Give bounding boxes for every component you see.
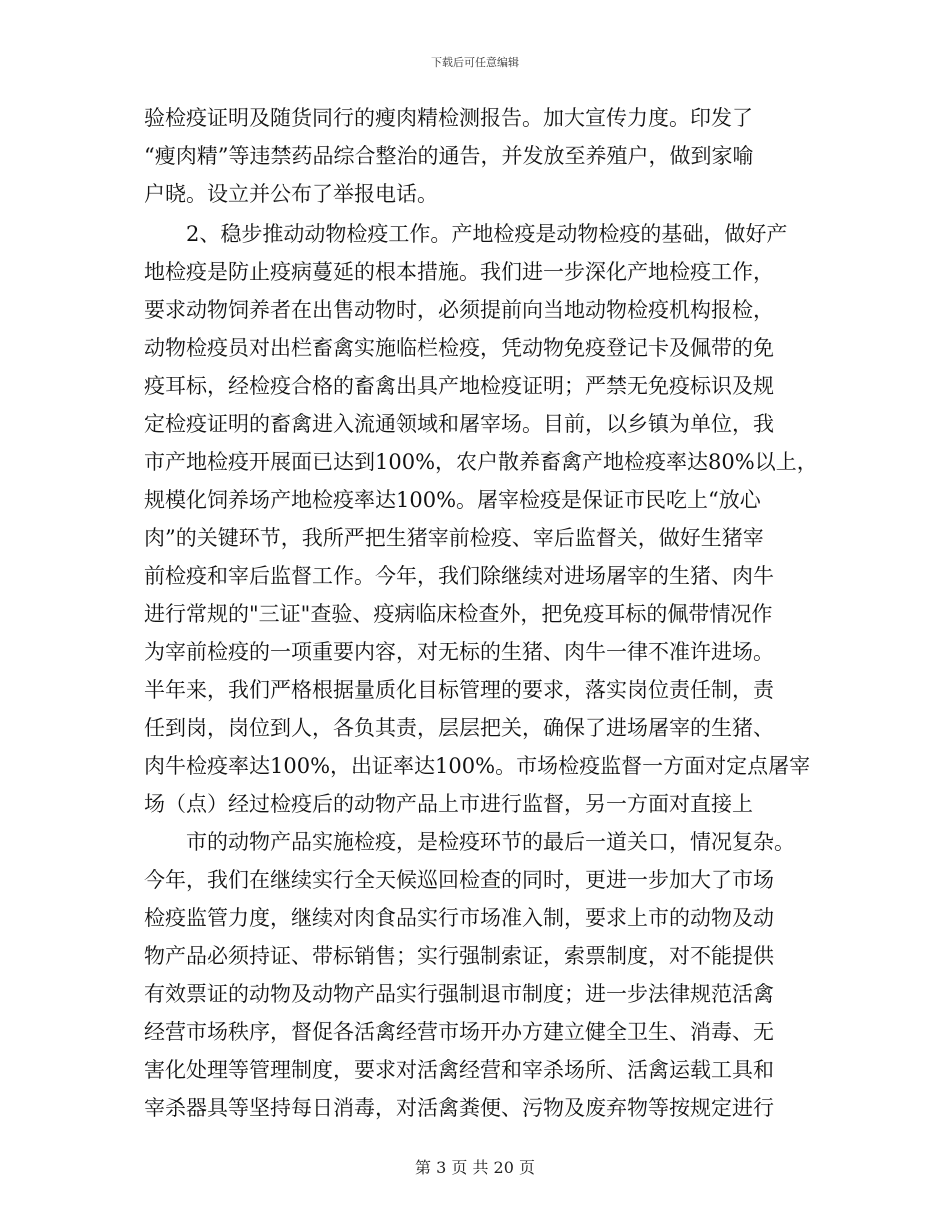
text-line: 进行常规的"三证"查验、疫病临床检查外，把免疫耳标的佩带情况作 (144, 602, 773, 626)
text-line: 肉”的关键环节，我所严把生猪宰前检疫、宰后监督关，做好生猪宰 (144, 526, 764, 550)
page-header: 下载后可任意编辑 (431, 56, 519, 69)
text-line: 经营市场秩序，督促各活禽经营市场开办方建立健全卫生、消毒、无 (144, 1020, 774, 1044)
text-line: 规模化饲养场产地检疫率达100%。屠宰检疫是保证市民吃上“放心 (144, 488, 761, 512)
text-line: 任到岗，岗位到人，各负其责，层层把关，确保了进场屠宰的生猪、 (144, 716, 774, 740)
text-line: 验检疫证明及随货同行的瘦肉精检测报告。加大宣传力度。印发了 (144, 106, 753, 130)
text-line: 场（点）经过检疫后的动物产品上市进行监督，另一方面对直接上 (144, 792, 753, 816)
text-line: 物产品必须持证、带标销售；实行强制索证，索票制度，对不能提供 (144, 944, 774, 968)
text-line: 2、稳步推动动物检疫工作。产地检疫是动物检疫的基础，做好产 (186, 222, 788, 246)
text-line: 肉牛检疫率达100%，出证率达100%。市场检疫监督一方面对定点屠宰 (144, 754, 811, 778)
text-line: 市的动物产品实施检疫，是检疫环节的最后一道关口，情况复杂。 (186, 830, 795, 854)
text-line: 定检疫证明的畜禽进入流通领域和屠宰场。目前，以乡镇为单位，我 (144, 412, 774, 436)
page-footer: 第 3 页 共 20 页 (415, 1158, 535, 1177)
text-line: 疫耳标，经检疫合格的畜禽出具产地检疫证明；严禁无免疫标识及规 (144, 374, 774, 398)
text-line: 宰杀器具等坚持每日消毒，对活禽粪便、污物及废弃物等按规定进行 (144, 1096, 774, 1120)
text-line: 前检疫和宰后监督工作。今年，我们除继续对进场屠宰的生猪、肉牛 (144, 564, 774, 588)
text-line: 市产地检疫开展面已达到100%，农户散养畜禽产地检疫率达80%以上， (144, 450, 818, 474)
text-line: “瘦肉精”等违禁药品综合整治的通告，并发放至养殖户，做到家喻 (144, 144, 754, 168)
text-line: 动物检疫员对出栏畜禽实施临栏检疫，凭动物免疫登记卡及佩带的免 (144, 336, 774, 360)
text-line: 检疫监管力度，继续对肉食品实行市场准入制，要求上市的动物及动 (144, 906, 774, 930)
text-line: 为宰前检疫的一项重要内容，对无标的生猪、肉牛一律不准许进场。 (144, 640, 774, 664)
text-line: 害化处理等管理制度，要求对活禽经营和宰杀场所、活禽运载工具和 (144, 1058, 774, 1082)
text-line: 今年，我们在继续实行全天候巡回检查的同时，更进一步加大了市场 (144, 868, 774, 892)
text-line: 户晓。设立并公布了举报电话。 (144, 182, 438, 206)
text-line: 要求动物饲养者在出售动物时，必须提前向当地动物检疫机构报检， (144, 298, 774, 322)
text-line: 有效票证的动物及动物产品实行强制退市制度；进一步法律规范活禽 (144, 982, 774, 1006)
text-line: 地检疫是防止疫病蔓延的根本措施。我们进一步深化产地检疫工作， (144, 260, 774, 284)
text-line: 半年来，我们严格根据量质化目标管理的要求，落实岗位责任制，责 (144, 678, 774, 702)
